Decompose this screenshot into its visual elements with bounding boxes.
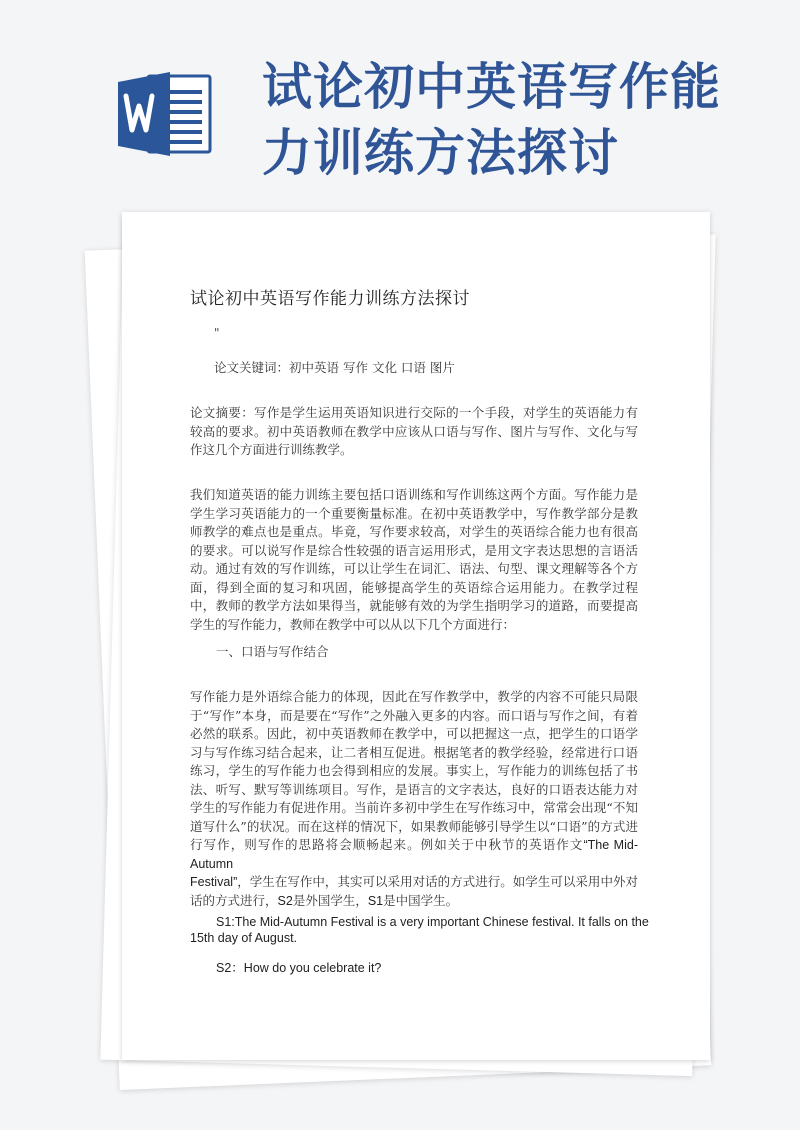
english-title-part-a: “The Mid-Autumn	[190, 838, 638, 871]
section1-body-cont-c: 是中国学生。	[383, 892, 459, 908]
document-title: 试论初中英语写作能力训练方法探讨	[190, 289, 470, 309]
section1-body: 写作能力是外语综合能力的体现，因此在写作教学中，教学的内容不可能只局限于“写作”本身，而是要在“写作”之外融入更多的内容。而口语与写作之间，有着必然的联系。因此，初中英语教师在教学中，可以把握这一点，把学生的口语学习与写作练习结合起来，让二者相互促进。根据笔者的教学经验，经常进行口语练习，学生的写作能力也会得到相应的发展。事实上，写作能力的训练包括了书法、听写、默写等训练项目。写作，是语言的文字表达，良好的口语表达能力对学生的写作能力有促进作用。当前许多初中学生在写作练习中，常常会出现“不知道写什么”的状况。而在这样的情况下，如果教师能够引导学生以“口语”的方式进行写作，则写作的思路将会顺畅起来。例如关于中秋节的英语作文	[190, 689, 638, 852]
intro-paragraph: 我们知道英语的能力训练主要包括口语训练和写作训练这两个方面。写作能力是学生学习英语能力的一个重要衡量标准。在初中英语教学中，写作教学部分是教师教学的难点也是重点。毕竟，写作要求较高，对学生的英语综合能力也有很高的要求。可以说写作是综合性较强的语言运用形式，是用文字表达思想的言语活动。通过有效的写作训练，可以让学生在词汇、语法、句型、课文理解等各个方面，得到全面的复习和巩固，能够提高学生的英语综合运用能力。在教学过程中，教师的教学方法如果得当，就能够有效的为学生指明学习的道路，而要提高学生的写作能力，教师在教学中可以从以下几个方面进行：	[190, 487, 638, 632]
abstract-paragraph: 论文摘要：写作是学生运用英语知识进行交际的一个手段，对学生的英语能力有较高的要求。初中英语教师在教学中应该从口语与写作、图片与写作、文化与写作这几个方面进行训练教学。	[190, 405, 638, 457]
keywords-line: 论文关键词：初中英语 写作 文化 口语 图片	[214, 360, 455, 375]
s1-label: S1	[367, 893, 384, 908]
section1-body-cont-b: 是外国学生，	[292, 892, 368, 908]
english-title-part-b: Festival”	[190, 875, 238, 889]
dialogue-line-s1: S1:The Mid-Autumn Festival is a very important Chinese festival. It falls on the 15th day of August.	[190, 915, 649, 945]
header-title: 试论初中英语写作能力训练方法探讨	[262, 58, 721, 182]
word-icon	[118, 66, 214, 162]
section1-paragraph	[190, 688, 638, 910]
section-heading-1: 一、口语与写作结合	[216, 644, 329, 659]
section1-body-cont-a: ，学生在写作中，其实可以采用对话的方式进行。如学生可以采用中外对话的方式进行，	[190, 874, 638, 908]
s2-label: S2	[277, 893, 293, 908]
dialogue-line-s2: S2：How do you celebrate it?	[216, 961, 382, 975]
quote-mark: "	[214, 326, 220, 340]
